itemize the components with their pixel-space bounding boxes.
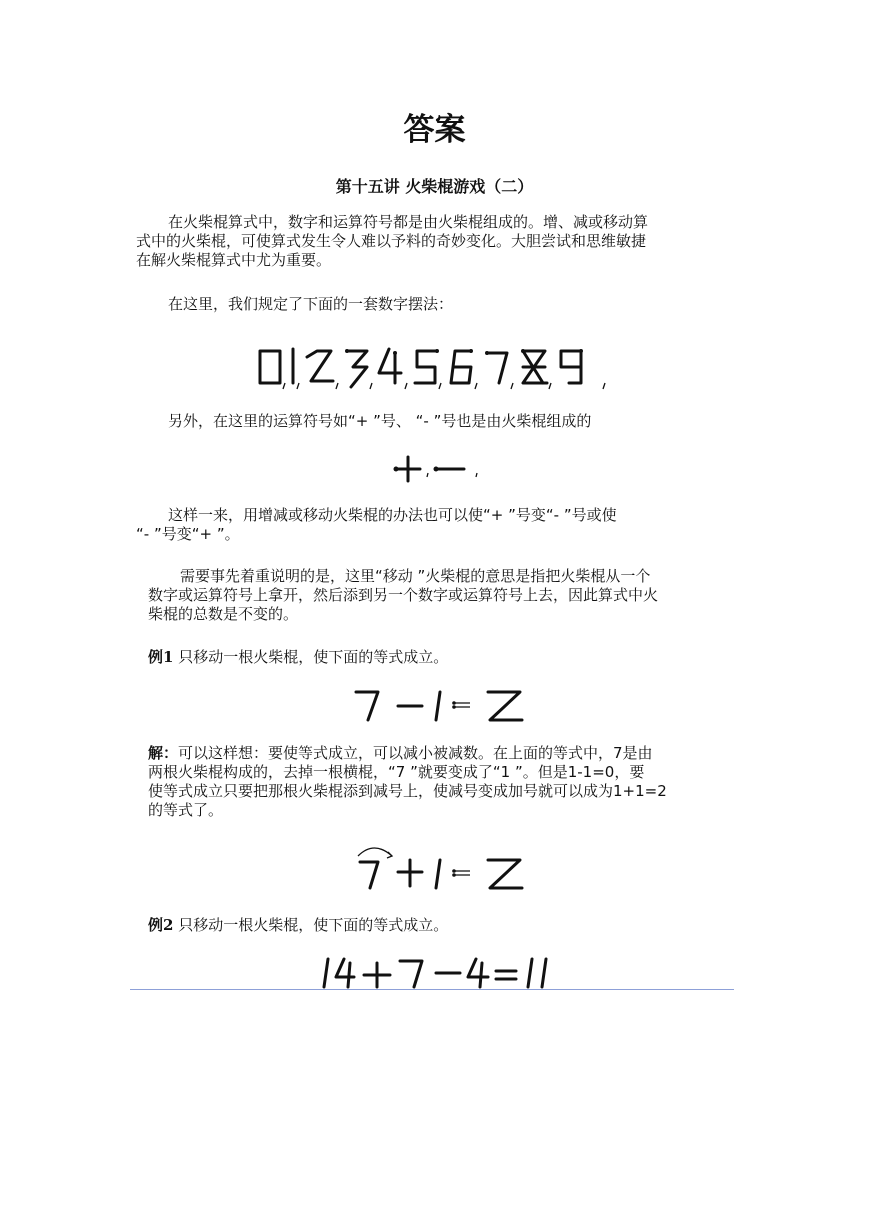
matchstick-digit-7 xyxy=(360,862,378,888)
comma-mark xyxy=(297,383,299,389)
comma-mark xyxy=(370,383,372,389)
matchstick-equals-sign xyxy=(452,701,470,709)
move-definition-paragraph xyxy=(148,567,738,624)
example-1-solution xyxy=(148,744,738,820)
comma-mark xyxy=(549,383,551,389)
matchstick-digits-figure xyxy=(255,343,615,393)
comma-mark xyxy=(475,383,477,389)
matchstick-digit-1 xyxy=(436,692,440,720)
text-line: 式中的火柴棍，可使算式发生令人难以予料的奇妙变化。大胆尝试和思维敏捷 xyxy=(136,232,647,250)
comma-mark xyxy=(336,383,338,389)
matchstick-digit-1 xyxy=(324,959,328,987)
matchstick-digit-3 xyxy=(345,349,367,387)
text-line: 这样一来，用增减或移动火柴棍的办法也可以使“+ ”号变“- ”号或使 xyxy=(168,506,617,524)
page-title: 答案 xyxy=(403,112,466,148)
matchstick-equals-sign xyxy=(452,869,470,877)
text-line: 在火柴棍算式中，数字和运算符号都是由火柴棍组成的。增、减或移动算 xyxy=(168,213,649,231)
matchstick-digit-7 xyxy=(400,961,422,987)
matchstick-digit-0 xyxy=(260,351,280,383)
matchstick-plus-sign xyxy=(364,963,390,987)
matchstick-digit-1 xyxy=(436,860,440,888)
example-1-equation-figure xyxy=(352,684,532,724)
example-text: 只移动一根火柴棍，使下面的等式成立。 xyxy=(173,648,449,666)
text-line: 柴棍的总数是不变的。 xyxy=(148,605,299,623)
text-line: “- ”号变“+ ”。 xyxy=(136,525,240,543)
digit-rule-text: 在这里，我们规定了下面的一套数字摆法： xyxy=(168,295,454,313)
text-line: 可以这样想：要使等式成立，可以减小被减数。在上面的等式中，7是由 xyxy=(178,744,653,762)
matchstick-digit-4 xyxy=(468,959,488,987)
operator-rule-text: 另外，在这里的运算符号如“+ ”号、 “- ”号也是由火柴棍组成的 xyxy=(168,412,592,430)
matchstick-digit-4 xyxy=(336,959,354,987)
text-line: 数字或运算符号上拿开，然后添到另一个数字或运算符号上去，因此算式中火 xyxy=(148,586,659,604)
example-text: 只移动一根火柴棍，使下面的等式成立。 xyxy=(173,916,449,934)
comma-mark xyxy=(427,473,428,477)
comma-mark xyxy=(405,383,407,389)
example-2-heading xyxy=(148,916,448,935)
matchstick-digit-1 xyxy=(542,959,546,987)
matchstick-digit-2 xyxy=(488,860,522,888)
comma-mark xyxy=(283,383,285,389)
comma-mark xyxy=(511,383,513,389)
move-arrow xyxy=(358,848,392,858)
matchstick-digit-8 xyxy=(521,349,547,383)
text-line: 需要事先着重说明的是，这里“移动 ”火柴棍的意思是指把火柴棍从一个 xyxy=(180,567,651,585)
text-line: 在解火柴棍算式中尤为重要。 xyxy=(136,251,332,269)
matchstick-digit-9 xyxy=(561,349,583,383)
example-label: 例2 xyxy=(148,916,174,934)
matchstick-plus-sign xyxy=(394,457,421,481)
matchstick-operators-figure xyxy=(392,455,492,485)
matchstick-digit-1 xyxy=(528,959,532,987)
matchstick-equals-sign xyxy=(496,971,516,979)
matchstick-digit-5 xyxy=(415,349,439,383)
matchstick-minus-sign xyxy=(434,467,465,472)
comma-mark xyxy=(476,473,477,477)
matchstick-digit-2 xyxy=(488,692,522,720)
matchstick-digit-7 xyxy=(356,692,378,720)
plus-minus-paragraph xyxy=(136,506,736,544)
matchstick-digit-2 xyxy=(307,351,333,381)
example-label: 例1 xyxy=(148,648,174,666)
lecture-subtitle: 第十五讲 火柴棍游戏（二） xyxy=(335,177,534,196)
text-line: 两根火柴棍构成的，去掉一根横棍，“7 ”就要变成了“1 ”。但是1-1=0，要 xyxy=(148,763,645,781)
matchstick-plus-sign xyxy=(398,860,422,886)
section-divider xyxy=(130,989,734,990)
intro-paragraph xyxy=(136,213,736,270)
comma-mark xyxy=(603,383,605,389)
matchstick-digit-4 xyxy=(379,349,401,383)
text-line: 使等式成立只要把那根火柴棍添到减号上，使减号变成加号就可以成为1+1=2 xyxy=(148,782,667,800)
text-line: 的等式了。 xyxy=(148,801,224,819)
matchstick-digit-7 xyxy=(485,351,507,383)
example-1-heading xyxy=(148,648,448,667)
solution-label: 解： xyxy=(148,744,179,762)
matchstick-digit-6 xyxy=(451,349,473,383)
example-1-result-figure xyxy=(352,842,532,892)
comma-mark xyxy=(439,383,441,389)
example-2-equation-figure xyxy=(318,955,568,991)
